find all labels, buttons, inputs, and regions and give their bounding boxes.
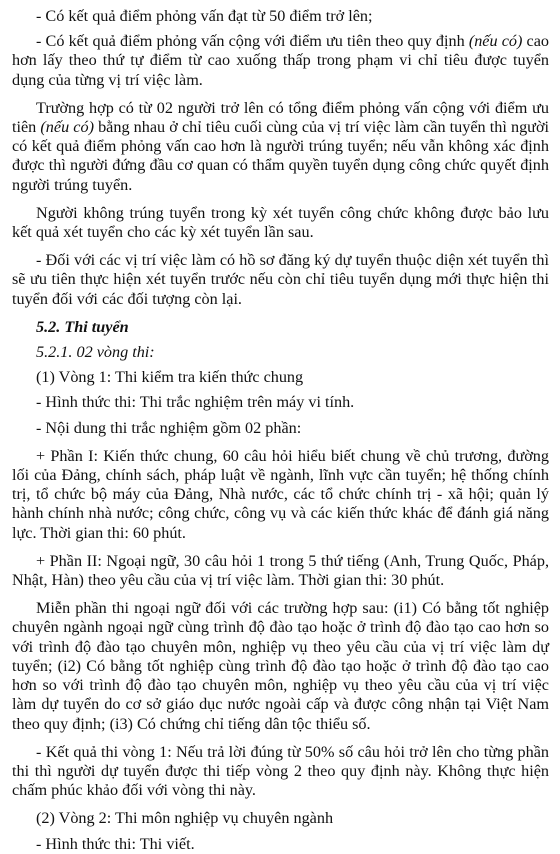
paragraph-part-2: + Phần II: Ngoại ngữ, 30 câu hỏi 1 trong 5 thứ tiếng (Anh, Trung Quốc, Pháp, Nhật, Hàn) theo yêu cầu của vị trí việc làm. Thời gian thi: 30 phút.: [12, 551, 549, 590]
italic-note: (nếu có): [468, 32, 523, 51]
paragraph-selection-priority: - Đối với các vị trí việc làm có hồ sơ đăng ký dự tuyển thuộc diện xét tuyển thì sẽ ưu tiên thực hiện xét tuyển trước nếu còn chỉ tiêu tuyển dụng mới thực hiện thi tuyển đối với các đối tượng còn lại.: [12, 251, 549, 308]
paragraph-part-1: + Phần I: Kiến thức chung, 60 câu hỏi hiểu biết chung về chủ trương, đường lối của Đảng, chính sách, pháp luật về ngành, lĩnh vực cần tuyển; hệ thống chính trị, tổ chức bộ máy của Đảng, Nhà nước, các tổ chức chính trị - xã hội; quản lý hành chính nhà nước; công chức, công vụ và các kiến thức khác để đánh giá năng lực. Thời gian thi: 60 phút.: [12, 446, 549, 542]
paragraph-content-1: - Nội dung thi trắc nghiệm gồm 02 phần:: [36, 418, 302, 437]
text-run: bằng nhau ở chỉ tiêu cuối cùng của vị trí việc làm cần tuyển thì người có kết quả điểm phỏng vấn cao hơn là người trúng tuyển; nếu vẫn không xác định được thì người đứng đầu cơ quan có thẩm quyền tuyển dụng công chức quyết định người trúng tuyển.: [12, 118, 549, 194]
paragraph-exemption: Miễn phần thi ngoại ngữ đối với các trường hợp sau: (i1) Có bằng tốt nghiệp chuyên ngành ngoại ngữ cùng trình độ đào tạo hoặc ở trình độ đào tạo cao hơn so với trình độ đào tạo chuyên môn, nghiệp vụ theo yêu cầu của vị trí việc làm dự tuyển; (i2) Có bằng tốt nghiệp cùng trình độ đào tạo hoặc ở trình độ đào tạo cao hơn so với trình độ đào tạo chuyên môn, nghiệp vụ theo yêu cầu của vị trí việc làm dự tuyển do cơ sở giáo dục nước ngoài cấp và được công nhận tại Việt Nam theo quy định; (i3) Có chứng chỉ tiếng dân tộc thiểu số.: [12, 599, 549, 733]
subsection-heading-rounds: 5.2.1. 02 vòng thi:: [36, 343, 155, 362]
text-run: - Có kết quả điểm phỏng vấn cộng với điểm ưu tiên theo quy định: [36, 32, 469, 51]
paragraph-round-1: (1) Vòng 1: Thi kiểm tra kiến thức chung: [36, 368, 304, 387]
paragraph-result-1: - Kết quả thi vòng 1: Nếu trả lời đúng từ 50% số câu hỏi trở lên cho từng phần thi thì người dự tuyển được thi tiếp vòng 2 theo quy định này. Không thực hiện chấm phúc khảo đối với vòng thi này.: [12, 742, 549, 800]
paragraph-score-threshold: - Có kết quả điểm phỏng vấn đạt từ 50 điểm trở lên;: [36, 7, 373, 25]
paragraph-priority-score: [12, 32, 549, 90]
text-run: Trường hợp có từ 02 người trở lên có tổng điểm phỏng vấn cộng với điểm ưu tiên: [12, 98, 549, 137]
text-run: cao hơn lấy theo thứ tự điểm từ cao xuống thấp trong phạm vi chỉ tiêu được tuyển dụng của từng vị trí việc làm.: [12, 32, 549, 89]
paragraph-tie-case: [12, 99, 549, 195]
italic-note: (nếu có): [40, 118, 94, 137]
section-heading-exam: 5.2. Thi tuyển: [36, 317, 129, 336]
paragraph-form-2: - Hình thức thi: Thi viết.: [36, 834, 195, 853]
paragraph-round-2: (2) Vòng 2: Thi môn nghiệp vụ chuyên ngành: [36, 809, 334, 828]
paragraph-form-1: - Hình thức thi: Thi trắc nghiệm trên máy vi tính.: [36, 393, 355, 412]
paragraph-no-reserve: Người không trúng tuyển trong kỳ xét tuyển công chức không được bảo lưu kết quả xét tuyển cho các kỳ xét tuyển lần sau.: [12, 203, 549, 242]
